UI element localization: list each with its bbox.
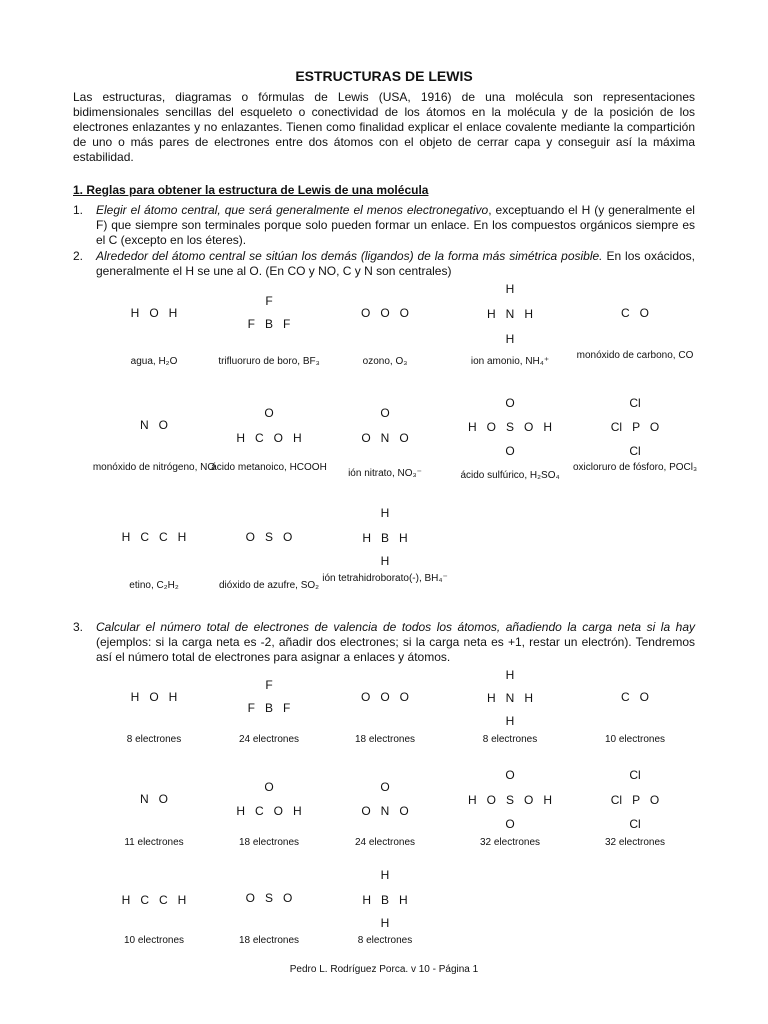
lewis-row: O: [505, 444, 515, 458]
lewis-row: O S O: [245, 891, 293, 905]
rule-text: , exceptuando el H (y generalmente el F) que siempre son terminales porque solo pueden formar un enlace. En los compuestos orgánicos siempre es el C (excepto en los éteres).: [96, 203, 695, 247]
electron-count: 8 electrones: [126, 734, 182, 745]
lewis-row: H: [380, 554, 390, 568]
electrons-ammonium: [445, 666, 575, 758]
rule-italic: Elegir el átomo central, que será generalmente el menos electronegativo: [96, 203, 489, 217]
molecule-nitrate: [320, 396, 450, 488]
molecule-bf3: [204, 282, 334, 374]
electrons-ozone: [320, 666, 450, 758]
rule-1: [73, 203, 695, 248]
lewis-row: F: [265, 294, 273, 308]
electrons-hcooh: [204, 768, 334, 860]
lewis-row: O: [505, 817, 515, 831]
molecule-name: ión nitrato, NO₃⁻: [348, 468, 422, 479]
lewis-row: H O S O H: [467, 793, 552, 807]
molecule-no: [89, 396, 219, 488]
section-heading: 1. Reglas para obtener la estructura de Lewis de una molécula: [73, 183, 429, 197]
lewis-row: O S O: [245, 530, 293, 544]
lewis-row: N O: [139, 792, 168, 806]
lewis-row: H C C H: [121, 893, 187, 907]
rule-text: (ejemplos: si la carga neta es -2, añadir dos electrones; si la carga neta es +1, restar un electrón). Tendremos así el número total de electrones para asignar a enlaces y átomos.: [96, 635, 695, 664]
rule-italic: Calcular el número total de electrones de valencia de todos los átomos, añadiendo la carga neta si la hay: [96, 620, 695, 634]
lewis-row: O: [505, 396, 515, 410]
molecule-so2: [204, 506, 334, 598]
lewis-row: H: [505, 714, 515, 728]
rule-italic: Alrededor del átomo central se sitúan los demás (ligandos) de la forma más simétrica posible.: [96, 249, 603, 263]
molecule-co: [570, 282, 700, 374]
lewis-row: O N O: [361, 804, 409, 818]
molecule-name: oxicloruro de fósforo, POCl₃: [572, 462, 698, 473]
lewis-row: H N H: [486, 307, 533, 321]
molecule-ethyne: [89, 506, 219, 598]
electrons-bf3: [204, 666, 334, 758]
molecule-pocl3: [570, 396, 700, 488]
lewis-row: F: [265, 678, 273, 692]
lewis-row: H N H: [486, 691, 533, 705]
molecule-ozone: [320, 282, 450, 374]
molecule-name: monóxido de carbono, CO: [576, 350, 694, 361]
lewis-row: F B F: [247, 701, 291, 715]
lewis-row: H O H: [130, 306, 178, 320]
lewis-row: H: [380, 868, 390, 882]
lewis-row: H: [380, 506, 390, 520]
lewis-row: O: [505, 768, 515, 782]
lewis-row: C O: [620, 306, 649, 320]
electron-count: 32 electrones: [604, 837, 666, 848]
rule-number: 3.: [73, 620, 84, 634]
lewis-row: H B H: [362, 893, 408, 907]
page-footer: Pedro L. Rodríguez Porca. v 10 - Página 1: [289, 964, 479, 975]
electron-count: 18 electrones: [238, 837, 300, 848]
molecule-name: ácido metanoico, HCOOH: [211, 462, 327, 473]
lewis-row: O: [380, 780, 390, 794]
lewis-row: Cl P O: [610, 420, 660, 434]
electrons-no: [89, 768, 219, 860]
intro-paragraph: Las estructuras, diagramas o fórmulas de Lewis (USA, 1916) de una molécula son representaciones bidimensionales sencillas del esqueleto o conectividad de los átomos en la molécula y de la posición de los electrones enlazantes y no enlazantes. Tienen como finalidad explicar el enlace covalente mediante la compartición de uno o más pares de electrones entre dos átomos con el objeto de cerrar capa y conseguir así la máxima estabilidad.: [73, 90, 695, 164]
rule-2: [73, 249, 695, 279]
electrons-water: [89, 666, 219, 758]
electron-count: 24 electrones: [354, 837, 416, 848]
lewis-row: F B F: [247, 317, 291, 331]
electron-count: 11 electrones: [124, 837, 184, 848]
lewis-row: H B H: [362, 531, 408, 545]
rule-number: 2.: [73, 249, 84, 263]
molecule-name: ion amonio, NH₄⁺: [470, 356, 550, 367]
electron-count: 10 electrones: [123, 935, 185, 946]
electron-count: 10 electrones: [604, 734, 666, 745]
lewis-row: H C C H: [121, 530, 187, 544]
molecule-bh4: [320, 506, 450, 598]
electrons-ethyne: [89, 868, 219, 960]
electrons-pocl3: [570, 768, 700, 860]
electron-count: 24 electrones: [238, 734, 300, 745]
electrons-so2: [204, 868, 334, 960]
lewis-row: H: [505, 332, 515, 346]
lewis-row: H C O H: [236, 431, 302, 445]
electron-count: 32 electrones: [479, 837, 541, 848]
lewis-row: N O: [139, 418, 168, 432]
molecule-name: ozono, O₃: [362, 356, 408, 367]
electrons-h2so4: [445, 768, 575, 860]
lewis-row: H O H: [130, 690, 178, 704]
lewis-row: O: [264, 406, 274, 420]
electrons-nitrate: [320, 768, 450, 860]
molecule-water: [89, 282, 219, 374]
lewis-row: H: [380, 916, 390, 930]
molecule-name: ácido sulfúrico, H₂SO₄: [460, 470, 560, 481]
page-title: ESTRUCTURAS DE LEWIS: [295, 68, 473, 84]
lewis-row: C O: [620, 690, 649, 704]
lewis-row: O N O: [361, 431, 409, 445]
molecule-name: etino, C₂H₂: [129, 580, 179, 591]
lewis-row: H O S O H: [467, 420, 552, 434]
lewis-row: O O O: [360, 306, 409, 320]
lewis-row: H: [505, 282, 515, 296]
rule-3: [73, 620, 695, 665]
lewis-row: Cl P O: [610, 793, 660, 807]
lewis-row: H: [505, 668, 515, 682]
molecule-h2so4: [445, 396, 575, 488]
molecule-hcooh: [204, 396, 334, 488]
rule-text: En los oxácidos, generalmente el H se une al O. (En CO y NO, C y N son centrales): [96, 249, 696, 278]
electron-count: 8 electrones: [357, 935, 413, 946]
molecule-name: ión tetrahidroborato(-), BH₄⁻: [322, 573, 448, 584]
electron-count: 18 electrones: [238, 935, 300, 946]
molecule-ammonium: [445, 282, 575, 374]
lewis-row: H C O H: [236, 804, 302, 818]
lewis-row: O: [380, 406, 390, 420]
molecule-name: trifluoruro de boro, BF₃: [218, 356, 320, 367]
molecule-name: dióxido de azufre, SO₂: [218, 580, 320, 591]
lewis-row: Cl: [629, 396, 641, 410]
lewis-row: Cl: [629, 817, 641, 831]
electron-count: 8 electrones: [482, 734, 538, 745]
lewis-row: O O O: [360, 690, 409, 704]
electron-count: 18 electrones: [354, 734, 416, 745]
electrons-co: [570, 666, 700, 758]
lewis-row: Cl: [629, 444, 641, 458]
rule-number: 1.: [73, 203, 84, 217]
molecule-name: monóxido de nitrógeno, NO: [92, 462, 216, 473]
lewis-row: O: [264, 780, 274, 794]
molecule-name: agua, H₂O: [130, 356, 178, 367]
lewis-row: Cl: [629, 768, 641, 782]
electrons-bh4: [320, 868, 450, 960]
